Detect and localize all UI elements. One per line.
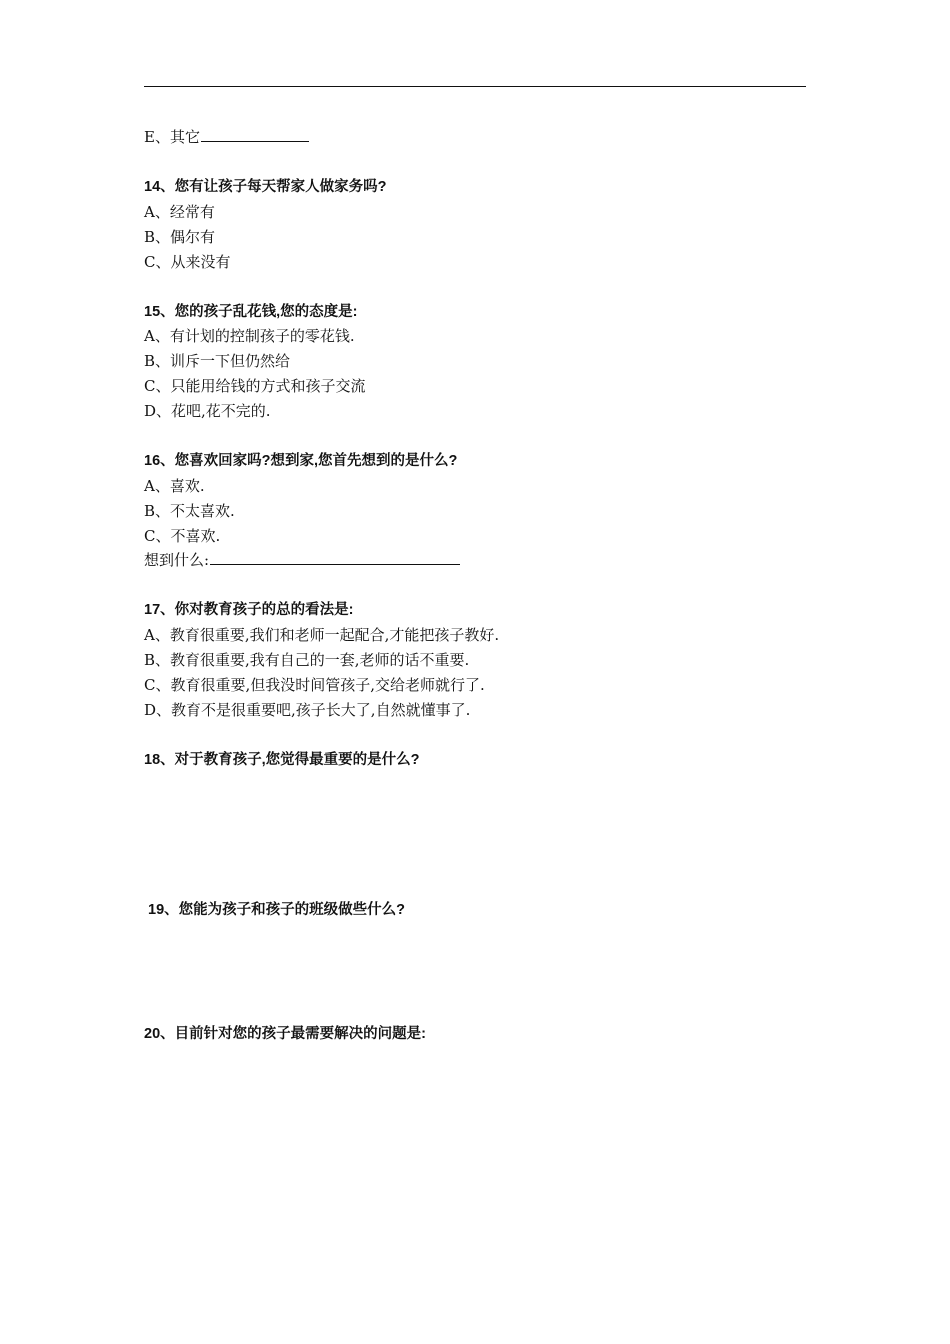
q14-option-c[interactable]: C、从来没有 — [144, 253, 231, 271]
q16-option-a[interactable]: A、喜欢. — [144, 477, 205, 495]
question-14-title: 14、您有让孩子每天帮家人做家务吗? — [144, 179, 387, 195]
q15-option-c[interactable]: C、只能用给钱的方式和孩子交流 — [144, 377, 366, 395]
fill-blank-other[interactable] — [201, 127, 309, 142]
question-19-title: 19、您能为孩子和孩子的班级做些什么? — [148, 902, 405, 918]
q15-option-b[interactable]: B、训斥一下但仍然给 — [144, 352, 291, 370]
q16-fill-label: 想到什么: — [144, 551, 210, 569]
q16-fill-line — [144, 550, 460, 570]
option-e-other — [144, 127, 309, 147]
question-17-title: 17、你对教育孩子的总的看法是: — [144, 602, 354, 618]
q15-option-d[interactable]: D、花吧,花不完的. — [144, 402, 271, 420]
q17-option-b[interactable]: B、教育很重要,我有自己的一套,老师的话不重要. — [144, 651, 470, 669]
q16-option-c[interactable]: C、不喜欢. — [144, 527, 221, 545]
question-16-title: 16、您喜欢回家吗?想到家,您首先想到的是什么? — [144, 453, 458, 469]
option-e-label: E、其它 — [144, 128, 200, 146]
q17-option-c[interactable]: C、教育很重要,但我没时间管孩子,交给老师就行了. — [144, 676, 485, 694]
q17-option-d[interactable]: D、教育不是很重要吧,孩子长大了,自然就懂事了. — [144, 701, 471, 719]
q14-option-b[interactable]: B、偶尔有 — [144, 228, 216, 246]
header-rule — [144, 86, 806, 87]
q15-option-a[interactable]: A、有计划的控制孩子的零花钱. — [144, 327, 355, 345]
question-15-title: 15、您的孩子乱花钱,您的态度是: — [144, 304, 358, 320]
q14-option-a[interactable]: A、经常有 — [144, 203, 215, 221]
q17-option-a[interactable]: A、教育很重要,我们和老师一起配合,才能把孩子教好. — [144, 626, 500, 644]
fill-blank-what[interactable] — [210, 550, 460, 565]
q16-option-b[interactable]: B、不太喜欢. — [144, 502, 235, 520]
question-20-title: 20、目前针对您的孩子最需要解决的问题是: — [144, 1026, 426, 1042]
question-18-title: 18、对于教育孩子,您觉得最重要的是什么? — [144, 752, 420, 768]
